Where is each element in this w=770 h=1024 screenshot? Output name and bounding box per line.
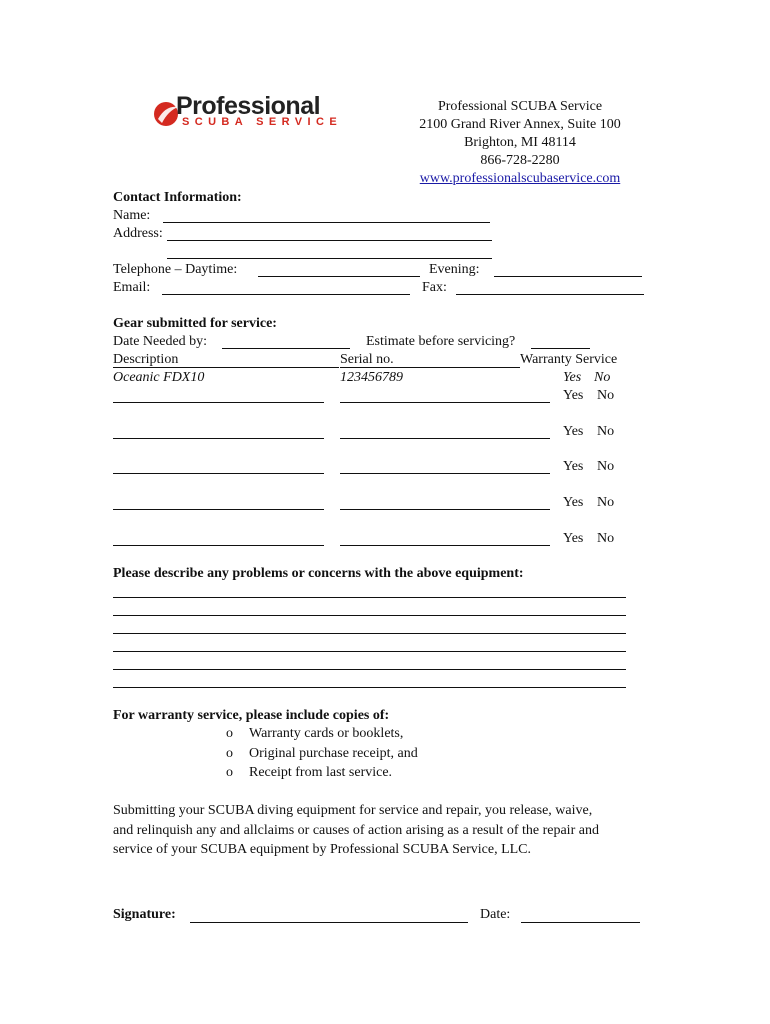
warranty-item-text: Receipt from last service. xyxy=(249,765,393,780)
gear-description-field[interactable] xyxy=(113,402,324,403)
example-description: Oceanic FDX10 xyxy=(113,370,205,385)
warranty-no-option[interactable]: No xyxy=(597,459,615,474)
address-field-line1[interactable] xyxy=(167,240,492,241)
estimate-label: Estimate before servicing? xyxy=(366,334,516,349)
problems-line[interactable] xyxy=(113,651,626,652)
name-label: Name: xyxy=(113,208,151,223)
gear-serial-field[interactable] xyxy=(340,473,550,474)
problems-line[interactable] xyxy=(113,597,626,598)
problems-heading: Please describe any problems or concerns with the above equipment: xyxy=(113,566,524,581)
logo-word-professional: Professional xyxy=(176,92,321,120)
warranty-no-option[interactable]: No xyxy=(597,388,615,403)
email-field[interactable] xyxy=(162,294,410,295)
warranty-yes-option[interactable]: Yes xyxy=(563,531,584,546)
bullet-icon: o xyxy=(226,746,233,761)
address-label: Address: xyxy=(113,226,163,241)
warranty-yes-option[interactable]: Yes xyxy=(563,424,584,439)
warranty-list-item xyxy=(226,726,404,742)
company-address-block xyxy=(390,98,650,188)
warranty-item-text: Original purchase receipt, and xyxy=(249,746,418,761)
company-website-link[interactable]: www.professionalscubaservice.com xyxy=(419,171,621,186)
telephone-daytime-label: Telephone – Daytime: xyxy=(113,262,238,277)
company-logo xyxy=(152,94,352,136)
gear-serial-field[interactable] xyxy=(340,438,550,439)
example-warranty-yes: Yes xyxy=(563,370,582,385)
name-field[interactable] xyxy=(163,222,490,223)
fax-field[interactable] xyxy=(456,294,644,295)
column-header-description: Description xyxy=(113,352,179,367)
company-phone: 866-728-2280 xyxy=(480,153,560,168)
email-label: Email: xyxy=(113,280,151,295)
warranty-heading: For warranty service, please include copies of: xyxy=(113,708,390,723)
company-address-line2: Brighton, MI 48114 xyxy=(464,135,576,150)
problems-line[interactable] xyxy=(113,633,626,634)
gear-serial-field[interactable] xyxy=(340,402,550,403)
signature-field[interactable] xyxy=(190,922,468,923)
gear-serial-field[interactable] xyxy=(340,545,550,546)
estimate-field[interactable] xyxy=(531,348,590,349)
warranty-item-text: Warranty cards or booklets, xyxy=(249,726,404,741)
gear-description-field[interactable] xyxy=(113,545,324,546)
warranty-yes-option[interactable]: Yes xyxy=(563,495,584,510)
column-header-warranty: Warranty Service xyxy=(520,352,618,367)
disclaimer-line: Submitting your SCUBA diving equipment for service and repair, you release, waive, xyxy=(113,803,593,818)
bullet-icon: o xyxy=(226,765,233,780)
warranty-yes-option[interactable]: Yes xyxy=(563,459,584,474)
date-field[interactable] xyxy=(521,922,640,923)
date-needed-field[interactable] xyxy=(222,348,350,349)
problems-line[interactable] xyxy=(113,669,626,670)
company-name: Professional SCUBA Service xyxy=(437,99,603,114)
gear-heading: Gear submitted for service: xyxy=(113,316,277,331)
warranty-no-option[interactable]: No xyxy=(597,424,615,439)
telephone-daytime-field[interactable] xyxy=(258,276,420,277)
warranty-list-item xyxy=(226,746,418,762)
disclaimer-line: and relinquish any and allclaims or causes of action arising as a result of the repair and xyxy=(113,822,599,838)
evening-label: Evening: xyxy=(429,262,480,277)
gear-serial-field[interactable] xyxy=(340,509,550,510)
fax-label: Fax: xyxy=(422,280,447,295)
address-field-line2[interactable] xyxy=(167,258,492,259)
serial-header-underline xyxy=(340,367,520,368)
column-header-serial: Serial no. xyxy=(340,352,394,367)
problems-line[interactable] xyxy=(113,687,626,688)
warranty-no-option[interactable]: No xyxy=(597,495,615,510)
disclaimer-paragraph xyxy=(113,801,599,860)
gear-description-field[interactable] xyxy=(113,509,324,510)
gear-description-field[interactable] xyxy=(113,473,324,474)
evening-field[interactable] xyxy=(494,276,642,277)
warranty-no-option[interactable]: No xyxy=(597,531,615,546)
disclaimer-line: service of your SCUBA equipment by Professional SCUBA Service, LLC. xyxy=(113,842,532,857)
contact-heading: Contact Information: xyxy=(113,190,242,205)
date-label: Date: xyxy=(480,907,511,922)
company-address-line1: 2100 Grand River Annex, Suite 100 xyxy=(419,117,621,132)
example-serial: 123456789 xyxy=(340,370,403,385)
description-header-underline xyxy=(113,367,339,368)
signature-label: Signature: xyxy=(113,907,176,922)
warranty-yes-option[interactable]: Yes xyxy=(563,388,584,403)
warranty-list-item xyxy=(226,765,393,781)
example-warranty-no: No xyxy=(594,370,611,385)
logo-word-scuba-service: SCUBA SERVICE xyxy=(182,116,343,128)
problems-line[interactable] xyxy=(113,615,626,616)
bullet-icon: o xyxy=(226,726,233,741)
date-needed-label: Date Needed by: xyxy=(113,334,208,349)
gear-description-field[interactable] xyxy=(113,438,324,439)
